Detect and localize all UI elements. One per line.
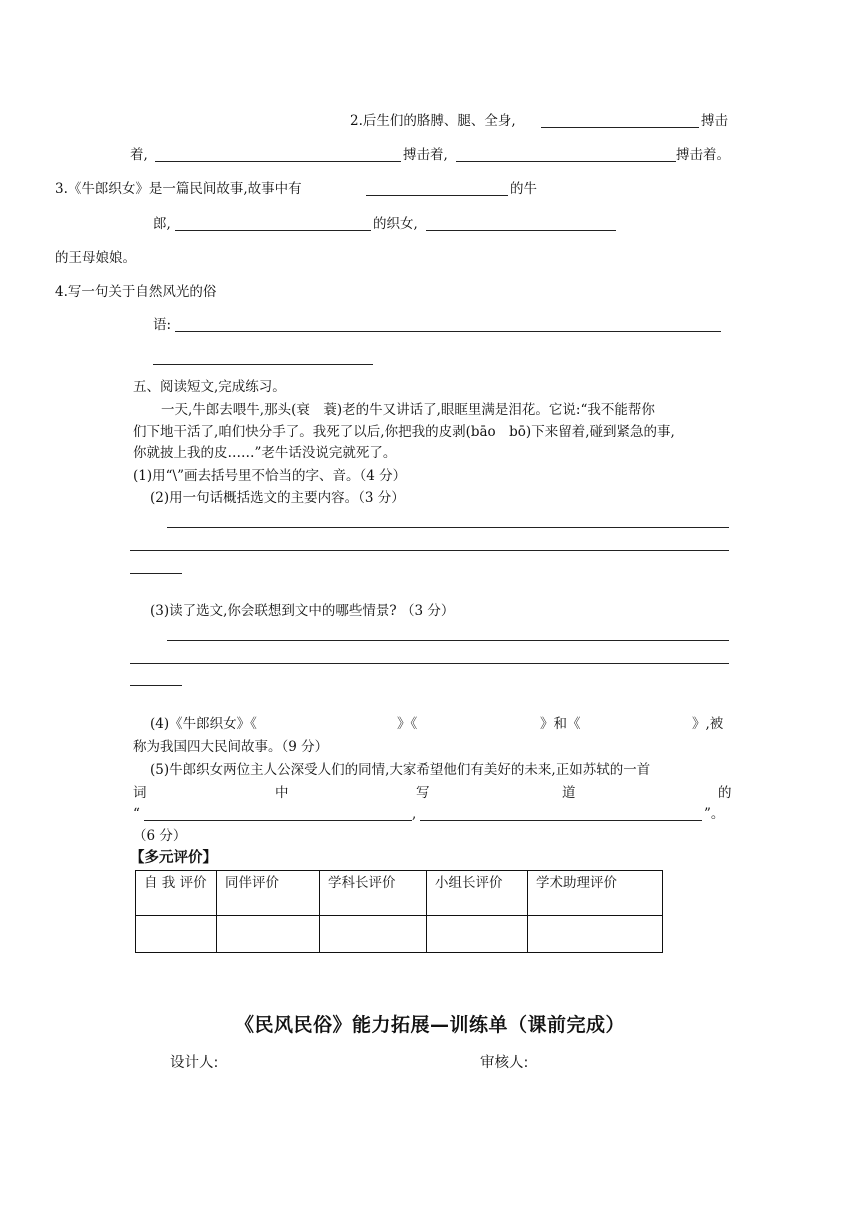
question-5-5-line1: (5)牛郎织女两位主人公深受人们的同情,大家希望他们有美好的未来,正如苏轼的一首 bbox=[150, 762, 651, 778]
evaluation-table bbox=[135, 870, 663, 953]
q3-line1-tail: 的牛 bbox=[510, 181, 537, 197]
q2-line1-tail: 搏击 bbox=[701, 113, 728, 129]
question-5-5-word-5: 的 bbox=[718, 785, 732, 801]
q3-blank-2[interactable] bbox=[175, 230, 371, 231]
q2-line2-b: 搏击着, bbox=[403, 147, 448, 163]
eval-header-peer: 同伴评价 bbox=[217, 871, 320, 916]
eval-cell-academic-assistant[interactable] bbox=[528, 916, 663, 953]
question-5-2: (2)用一句话概括选文的主要内容。（3 分） bbox=[150, 490, 405, 506]
question-5-4-line2: 称为我国四大民间故事。（9 分） bbox=[133, 739, 329, 755]
passage-line-1: 一天,牛郎去喂牛,那头(衰 蓑)老的牛又讲话了,眼眶里满是泪花。它说:“我不能帮你 bbox=[161, 402, 655, 418]
eval-cell-self[interactable] bbox=[136, 916, 217, 953]
question-5-1: (1)用“\”画去括号里不恰当的字、音。（4 分） bbox=[133, 468, 407, 484]
question-5-5-word-2: 中 bbox=[275, 785, 289, 801]
q4-line1: 4.写一句关于自然风光的俗 bbox=[55, 284, 217, 300]
q4-blank-2[interactable] bbox=[153, 364, 373, 365]
q2-line1-lead: 2.后生们的胳膊、腿、全身, bbox=[350, 113, 516, 129]
answer-line-5-5b[interactable] bbox=[420, 820, 702, 821]
q2-line2-a: 着, bbox=[130, 147, 148, 163]
quote-open: “ bbox=[133, 806, 140, 822]
q4-line2: 语: bbox=[153, 317, 172, 333]
question-5-5-word-4: 道 bbox=[562, 785, 576, 801]
eval-header-group-leader: 小组长评价 bbox=[427, 871, 528, 916]
q3-line2-a: 郎, bbox=[153, 216, 171, 232]
answer-line-5-3a[interactable] bbox=[167, 640, 729, 641]
answer-line-5-2b[interactable] bbox=[130, 550, 729, 551]
question-5-4-b: 》《 bbox=[397, 716, 418, 732]
eval-cell-subject-leader[interactable] bbox=[320, 916, 427, 953]
eval-cell-peer[interactable] bbox=[217, 916, 320, 953]
q3-blank-1[interactable] bbox=[366, 195, 508, 196]
question-5-5-score: （6 分） bbox=[133, 828, 187, 844]
q2-line2-c: 搏击着。 bbox=[676, 147, 730, 163]
q3-line2-b: 的织女, bbox=[373, 216, 418, 232]
q3-line1-lead: 3.《牛郎织女》是一篇民间故事,故事中有 bbox=[55, 181, 302, 197]
passage-line-2: 们下地干活了,咱们快分手了。我死了以后,你把我的皮剥(bāo bō)下来留着,碰到紧急的事, bbox=[133, 424, 675, 440]
answer-line-5-5a[interactable] bbox=[144, 820, 412, 821]
eval-header-academic-assistant: 学术助理评价 bbox=[528, 871, 663, 916]
designer-label: 设计人: bbox=[170, 1055, 219, 1071]
question-5-4-a: (4)《牛郎织女》《 bbox=[150, 716, 257, 732]
answer-line-5-3b[interactable] bbox=[130, 663, 729, 664]
eval-header-subject-leader: 学科长评价 bbox=[320, 871, 427, 916]
q2-blank-1[interactable] bbox=[541, 127, 699, 128]
q4-blank-1[interactable] bbox=[175, 331, 721, 332]
evaluation-heading: 【多元评价】 bbox=[130, 850, 217, 866]
sheet-title: 《民风民俗》能力拓展—训练单（课前完成） bbox=[234, 1014, 625, 1036]
question-5-4-c: 》和《 bbox=[540, 716, 581, 732]
section5-heading: 五、阅读短文,完成练习。 bbox=[133, 379, 286, 395]
q3-blank-3[interactable] bbox=[426, 230, 616, 231]
reviewer-label: 审核人: bbox=[480, 1055, 529, 1071]
q3-line3: 的王母娘娘。 bbox=[55, 250, 136, 266]
q2-blank-2[interactable] bbox=[155, 161, 401, 162]
question-5-5-word-1: 词 bbox=[133, 785, 147, 801]
eval-header-self: 自 我 评价 bbox=[136, 871, 217, 916]
q2-blank-3[interactable] bbox=[456, 161, 676, 162]
quote-close: ”。 bbox=[704, 806, 725, 822]
answer-line-5-2a[interactable] bbox=[167, 527, 729, 528]
answer-line-5-3c[interactable] bbox=[130, 685, 182, 686]
evaluation-header-row bbox=[136, 871, 663, 916]
question-5-5-word-3: 写 bbox=[416, 785, 430, 801]
question-5-3: (3)读了选文,你会联想到文中的哪些情景? （3 分） bbox=[150, 603, 455, 619]
question-5-4-d: 》,被 bbox=[692, 716, 724, 732]
passage-line-3: 你就披上我的皮……”老牛话没说完就死了。 bbox=[133, 445, 397, 461]
answer-line-5-2c[interactable] bbox=[130, 573, 182, 574]
evaluation-input-row bbox=[136, 916, 663, 953]
quote-comma: , bbox=[412, 806, 417, 822]
eval-cell-group-leader[interactable] bbox=[427, 916, 528, 953]
